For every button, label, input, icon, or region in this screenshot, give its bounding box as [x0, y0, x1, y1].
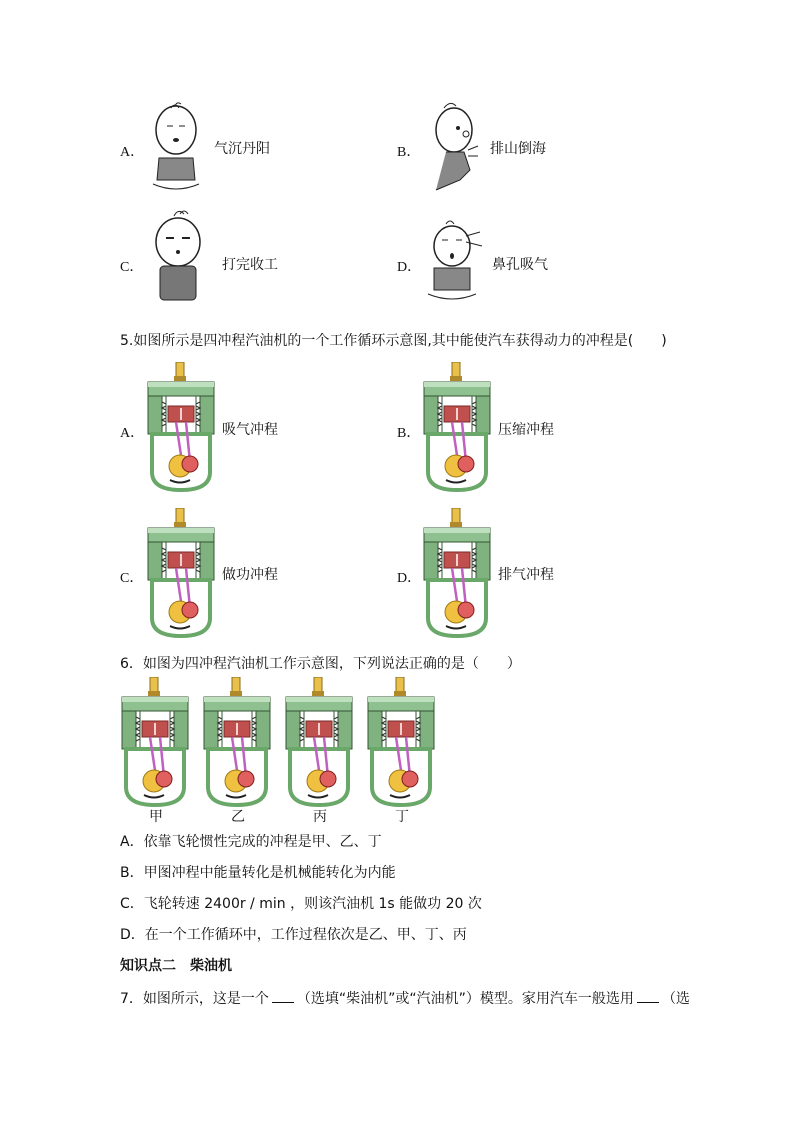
option-letter-a: A．: [120, 145, 145, 160]
cartoon-figure-b: [424, 100, 486, 195]
engine-diagram-exhaust: [422, 508, 492, 638]
q7-blank-1[interactable]: [272, 988, 294, 1003]
option-text-d: 鼻孔吸气: [492, 257, 548, 273]
engine-diagram-yi: [202, 677, 272, 807]
q6-option-a: A．依靠飞轮惯性完成的冲程是甲、乙、丁: [120, 834, 382, 850]
option-letter-b: B．: [397, 145, 421, 160]
section-heading: 知识点二 柴油机: [120, 958, 232, 974]
engine-diagram-intake: [146, 362, 216, 492]
engine-diagram-bing: [284, 677, 354, 807]
q5-option-text-a: 吸气冲程: [222, 422, 278, 438]
engine-diagram-compression: [422, 362, 492, 492]
option-text-a: 气沉丹阳: [214, 141, 270, 157]
option-letter-c: C．: [120, 260, 144, 275]
engine-diagram-power: [146, 508, 216, 638]
cartoon-figure-a: [145, 100, 207, 195]
figure-label-bing: 丙: [313, 809, 327, 825]
figure-label-ding: 丁: [395, 809, 409, 825]
q5-option-letter-d: D．: [397, 571, 422, 586]
question-7-stem: [120, 988, 690, 1008]
q5-option-text-c: 做功冲程: [222, 567, 278, 583]
figure-label-yi: 乙: [231, 809, 245, 825]
q5-option-letter-a: A．: [120, 426, 145, 441]
figure-label-jia: 甲: [149, 809, 163, 825]
q7-blank-2[interactable]: [637, 988, 659, 1003]
option-text-b: 排山倒海: [490, 141, 546, 157]
option-letter-d: D．: [397, 260, 422, 275]
q7-text-part1: 7．如图所示，这是一个: [120, 991, 269, 1007]
q7-text-part3: （选: [661, 991, 690, 1007]
engine-diagram-ding: [366, 677, 436, 807]
q5-option-letter-b: B．: [397, 426, 421, 441]
q6-option-c: C．飞轮转速 2400r / min ，则该汽油机 1s 能做功 20 次: [120, 896, 482, 912]
option-text-c: 打完收工: [222, 257, 278, 273]
q7-text-part2: （选填“柴油机”或“汽油机”）模型。家用汽车一般选用: [296, 991, 634, 1007]
q5-option-text-d: 排气冲程: [498, 567, 554, 583]
q5-option-letter-c: C．: [120, 571, 144, 586]
question-5-stem: 5.如图所示是四冲程汽油机的一个工作循环示意图,其中能使汽车获得动力的冲程是( ): [120, 333, 667, 349]
q6-option-b: B．甲图冲程中能量转化是机械能转化为内能: [120, 865, 396, 881]
engine-diagram-jia: [120, 677, 190, 807]
cartoon-figure-c: [148, 208, 208, 308]
question-6-stem: 6．如图为四冲程汽油机工作示意图，下列说法正确的是（ ）: [120, 656, 521, 672]
cartoon-figure-d: [422, 218, 488, 304]
q5-option-text-b: 压缩冲程: [498, 422, 554, 438]
q6-option-d: D．在一个工作循环中，工作过程依次是乙、甲、丁、丙: [120, 927, 467, 943]
